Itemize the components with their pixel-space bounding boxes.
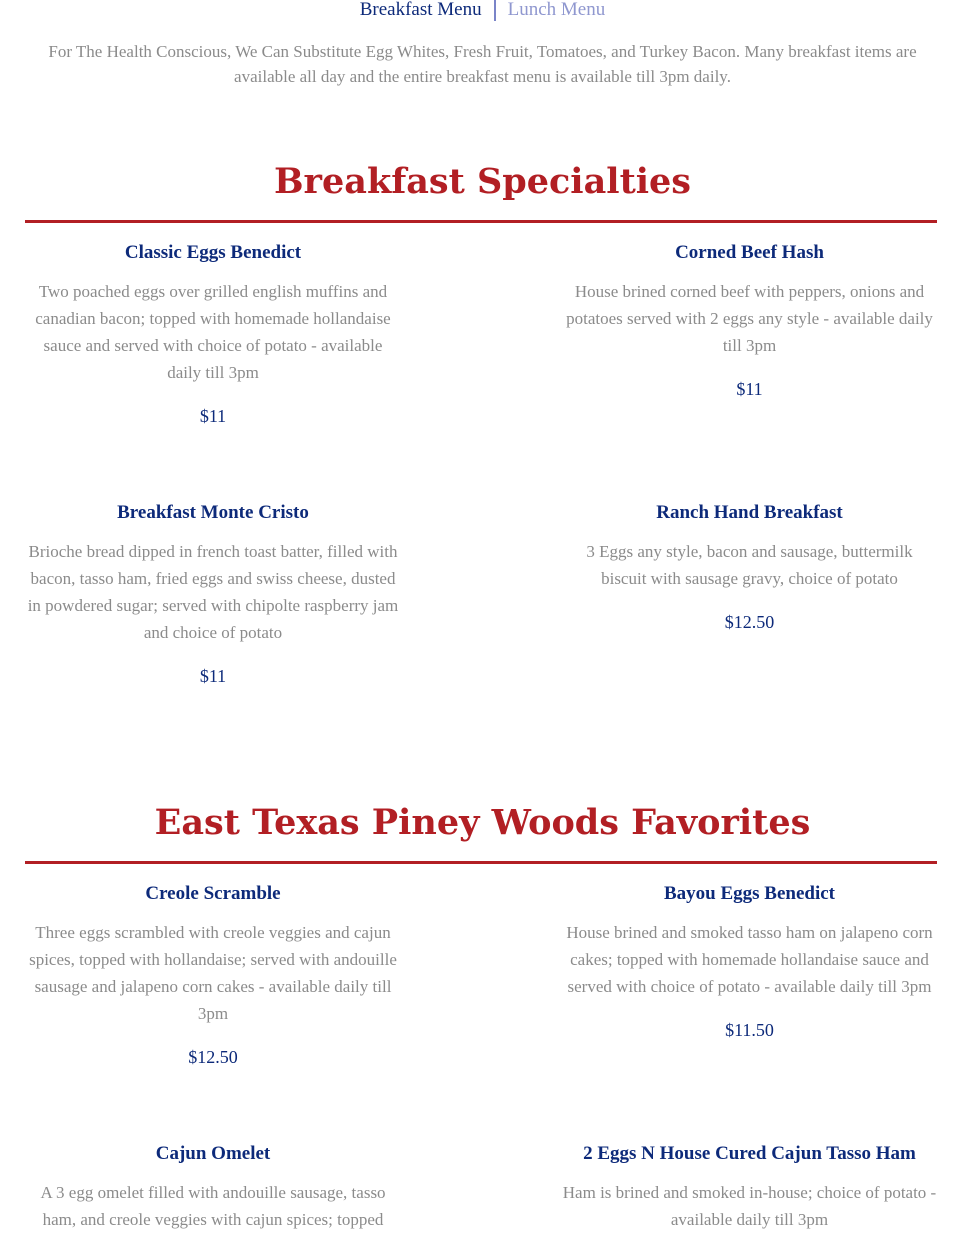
menu-item-name: Breakfast Monte Cristo [117, 502, 309, 523]
menu-item-name: Cajun Omelet [155, 1143, 271, 1164]
menu-item-price: $11 [199, 666, 227, 686]
menu-item-name: Classic Eggs Benedict [124, 242, 302, 263]
menu-item [25, 500, 401, 688]
menu-item-description: 3 Eggs any style, bacon and sausage, buttermilk biscuit with sausage gravy, choice of potato [586, 542, 913, 588]
menu-item-name: Bayou Eggs Benedict [663, 883, 836, 904]
menu-item [562, 240, 937, 401]
menu-item-name: Corned Beef Hash [675, 242, 824, 263]
menu-item-description: Brioche bread dipped in french toast batter, filled with bacon, tasso ham, fried eggs and swiss cheese, dusted in powdered sugar; served with chipolte raspberry jam and choice of potato [27, 542, 399, 642]
menu-item [25, 1141, 401, 1233]
menu-item-description: House brined and smoked tasso ham on jalapeno corn cakes; topped with homemade hollandaise sauce and served with choice of potato - available daily till 3pm [566, 923, 933, 996]
menu-item-name: Creole Scramble [145, 883, 281, 904]
intro-text: For The Health Conscious, We Can Substitute Egg Whites, Fresh Fruit, Tomatoes, and Turkey Bacon. Many breakfast items are available all day and the entire breakfast menu is available till 3pm daily. [48, 42, 917, 86]
menu-item [562, 500, 937, 634]
section-divider [25, 220, 937, 223]
menu-item-name: Ranch Hand Breakfast [656, 502, 843, 523]
tab-breakfast-menu[interactable]: Breakfast Menu [359, 0, 482, 20]
menu-item [562, 881, 937, 1042]
menu-item-description: A 3 egg omelet filled with andouille sausage, tasso ham, and creole veggies with cajun spices; topped [40, 1183, 386, 1229]
menu-item-price: $12.50 [188, 1047, 238, 1067]
menu-item-description: Two poached eggs over grilled english muffins and canadian bacon; topped with homemade hollandaise sauce and served with choice of potato - available daily till 3pm [35, 282, 391, 382]
menu-item [562, 1141, 937, 1233]
menu-item-price: $11 [199, 406, 227, 426]
menu-item-description: Three eggs scrambled with creole veggies and cajun spices, topped with hollandaise; served with andouille sausage and jalapeno corn cakes - available daily till 3pm [29, 923, 397, 1023]
section-divider [25, 861, 937, 864]
tab-lunch-menu[interactable]: Lunch Menu [507, 0, 606, 20]
menu-item-price: $11.50 [725, 1020, 774, 1040]
menu-item [25, 240, 401, 428]
menu-item-name: 2 Eggs N House Cured Cajun Tasso Ham [583, 1143, 916, 1164]
menu-tabs [0, 0, 965, 24]
section-title-breakfast-specialties: Breakfast Specialties [273, 161, 692, 202]
menu-item [25, 881, 401, 1069]
section-title-east-texas-favorites: East Texas Piney Woods Favorites [154, 802, 811, 843]
menu-item-price: $12.50 [724, 612, 775, 632]
menu-item-price: $11 [736, 379, 763, 399]
menu-item-description: Ham is brined and smoked in-house; choice of potato - available daily till 3pm [562, 1183, 937, 1229]
menu-item-description: House brined corned beef with peppers, onions and potatoes served with 2 eggs any style - available daily till 3pm [566, 282, 933, 355]
